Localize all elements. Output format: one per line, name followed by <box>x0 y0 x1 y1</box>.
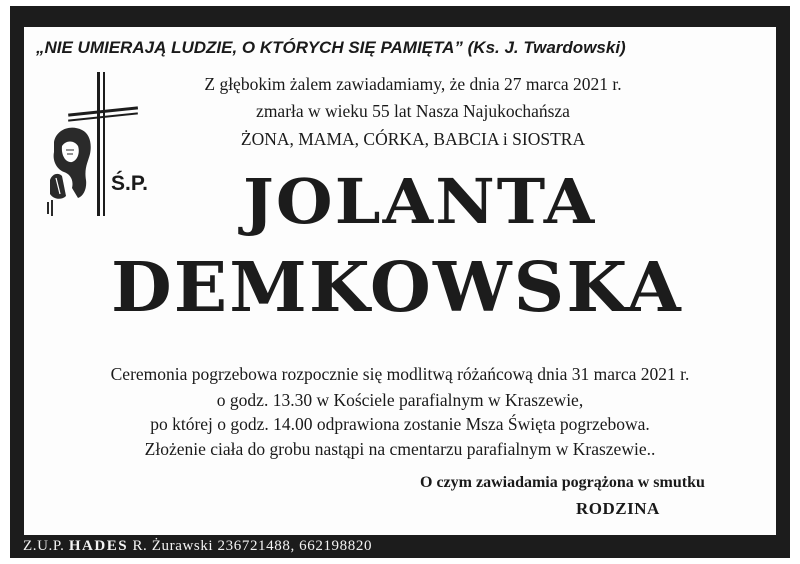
footer-contact: R. Żurawski 236721488, 662198820 <box>132 538 373 554</box>
announcement-line-1: Z głębokim żalem zawiadamiamy, że dnia 27 marca 2021 r. <box>204 74 622 94</box>
footer-brand: HADES <box>68 538 129 554</box>
announcement-line-3: ŻONA, MAMA, CÓRKA, BABCIA i SIOSTRA <box>240 129 586 149</box>
quote-header: „NIE UMIERAJĄ LUDZIE, O KTÓRYCH SIĘ PAMIĘTA” (Ks. J. Twardowski) <box>36 38 626 57</box>
ceremony-line-4: Złożenie ciała do grobu nastąpi na cmentarzu parafialnym w Kraszewie.. <box>144 439 656 459</box>
ceremony-line-3: po której o godz. 14.00 odprawiona zostanie Msza Święta pogrzebowa. <box>150 414 650 434</box>
announcement-line-2: zmarła w wieku 55 lat Nasza Najukochańsza <box>256 101 570 121</box>
ceremony-line-2: o godz. 13.30 w Kościele parafialnym w Kraszewie, <box>216 390 584 410</box>
cross-with-praying-figure-icon <box>44 70 144 220</box>
ceremony-line-1: Ceremonia pogrzebowa rozpocznie się modlitwą różańcową dnia 31 marca 2021 r. <box>110 364 690 384</box>
deceased-prefix: Ś.P. <box>111 172 148 195</box>
deceased-first-name: JOLANTA <box>243 165 597 238</box>
closing-text: O czym zawiadamia pogrążona w smutku <box>420 474 705 491</box>
funeral-home-footer <box>23 538 372 555</box>
family-signature: RODZINA <box>576 499 660 518</box>
deceased-last-name: DEMKOWSKA <box>111 248 683 328</box>
footer-prefix: Z.U.P. <box>23 538 65 554</box>
